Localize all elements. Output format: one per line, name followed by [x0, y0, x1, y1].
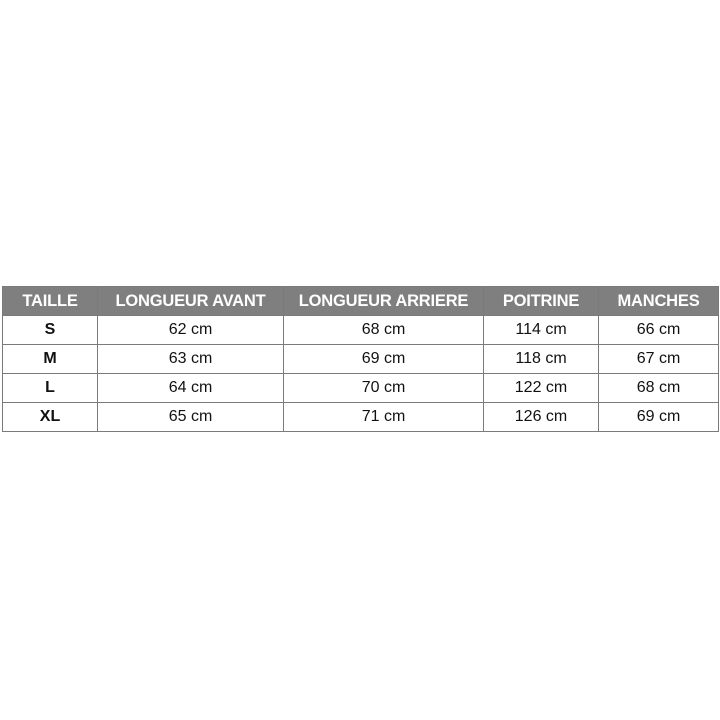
table-row — [3, 403, 719, 432]
manches-cell: 68 cm — [599, 374, 719, 403]
manches-cell: 69 cm — [599, 403, 719, 432]
longueur-avant-cell: 63 cm — [98, 345, 284, 374]
longueur-arriere-cell: 68 cm — [284, 316, 484, 345]
longueur-avant-cell: 64 cm — [98, 374, 284, 403]
header-poitrine: POITRINE — [484, 287, 599, 316]
longueur-arriere-cell: 69 cm — [284, 345, 484, 374]
manches-cell: 66 cm — [599, 316, 719, 345]
poitrine-cell: 114 cm — [484, 316, 599, 345]
poitrine-cell: 126 cm — [484, 403, 599, 432]
header-longueur-arriere: LONGUEUR ARRIERE — [284, 287, 484, 316]
header-longueur-avant: LONGUEUR AVANT — [98, 287, 284, 316]
size-cell: L — [3, 374, 98, 403]
table-row — [3, 374, 719, 403]
header-row — [3, 287, 719, 316]
longueur-avant-cell: 65 cm — [98, 403, 284, 432]
size-cell: XL — [3, 403, 98, 432]
longueur-arriere-cell: 71 cm — [284, 403, 484, 432]
poitrine-cell: 122 cm — [484, 374, 599, 403]
header-manches: MANCHES — [599, 287, 719, 316]
longueur-avant-cell: 62 cm — [98, 316, 284, 345]
size-cell: M — [3, 345, 98, 374]
longueur-arriere-cell: 70 cm — [284, 374, 484, 403]
size-cell: S — [3, 316, 98, 345]
table-row — [3, 345, 719, 374]
manches-cell: 67 cm — [599, 345, 719, 374]
header-taille: TAILLE — [3, 287, 98, 316]
table-row — [3, 316, 719, 345]
poitrine-cell: 118 cm — [484, 345, 599, 374]
size-chart-table — [2, 286, 719, 432]
